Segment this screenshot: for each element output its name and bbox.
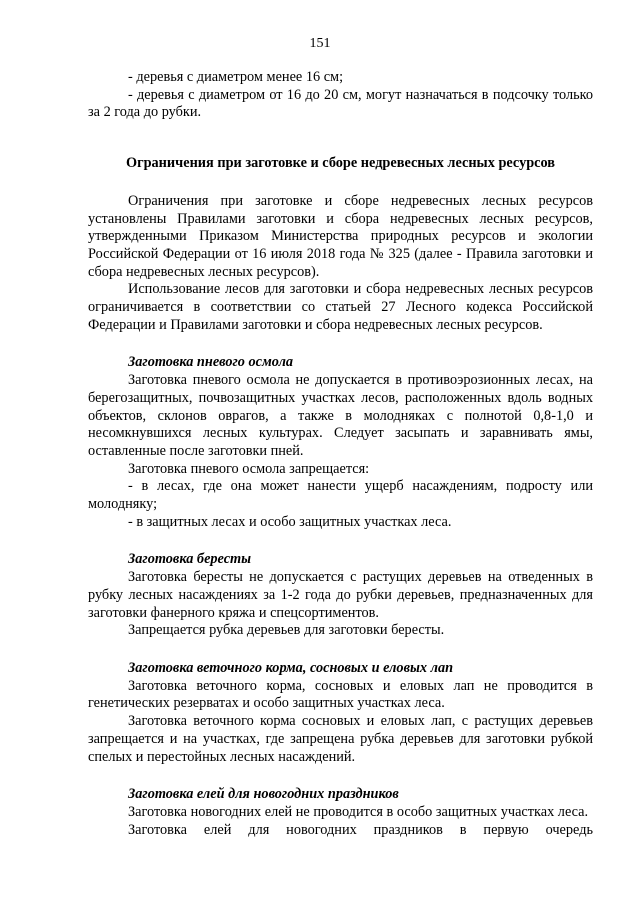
subsection-heading-stump-resin: Заготовка пневого осмола: [128, 354, 294, 371]
section-paragraph: Ограничения при заготовке и сборе недревесных лесных ресурсов установлены Правилами заготовки и сбора недревесных лесных ресурсов, утвержденными Приказом Министерства природных ресурсов и экологии Российской Федерации от 16 июля 2018 года № 325 (далее - Правила заготовки и сбора недревесных лесных ресурсов).: [88, 192, 593, 280]
subsection-paragraph: Заготовка новогодних елей не проводится в особо защитных участках леса.: [128, 803, 589, 820]
subsection-list-item: - в лесах, где она может нанести ущерб насаждениям, подросту или молодняку;: [88, 478, 593, 513]
subsection-paragraph: Заготовка бересты не допускается с растущих деревьев на отведенных в рубку лесных насаждениях за 1-2 года до рубки деревьев, предназначенных для заготовки фанерного кряжа и спецсортиментов.: [88, 569, 593, 621]
intro-item: - деревья с диаметром менее 16 см;: [128, 69, 344, 85]
subsection-paragraph: Заготовка пневого осмола запрещается:: [128, 460, 370, 477]
subsection-list-item: - в защитных лесах и особо защитных участках леса.: [128, 513, 452, 530]
subsection-paragraph: Заготовка веточного корма сосновых и еловых лап, с растущих деревьев запрещается и на участках, где запрещена рубка деревьев для заготовки рубкой спелых и перестойных лесных насаждений.: [88, 713, 593, 765]
page-number: 151: [309, 36, 331, 51]
intro-item: - деревья с диаметром от 16 до 20 см, могут назначаться в подсочку только за 2 года до рубки.: [88, 86, 593, 121]
section-title: Ограничения при заготовке и сборе недревесных лесных ресурсов: [125, 155, 556, 172]
subsection-heading-new-year-trees: Заготовка елей для новогодних праздников: [128, 786, 399, 803]
subsection-paragraph: Заготовка елей для новогодних праздников в первую очередь: [128, 821, 593, 838]
document-body: [88, 69, 593, 839]
section-paragraph: Использование лесов для заготовки и сбора недревесных лесных ресурсов ограничивается в соответствии со статьей 27 Лесного кодекса Российской Федерации и Правилами заготовки и сбора недревесных лесных ресурсов.: [88, 281, 593, 333]
subsection-paragraph: Заготовка пневого осмола не допускается в противоэрозионных лесах, на берегозащитных, почвозащитных участках лесов, расположенных вдоль водных объектов, склонов оврагов, а также в молодняках с полнотой 0,8-1,0 и несомкнувшихся лесных культурах. Следует засыпать и заравнивать ямы, оставленные после заготовки пней.: [88, 372, 593, 459]
subsection-heading-birch-bark: Заготовка бересты: [128, 551, 252, 568]
subsection-paragraph: Заготовка веточного корма, сосновых и еловых лап не проводится в генетических резерватах и особо защитных участках леса.: [88, 677, 593, 712]
subsection-heading-branch-fodder: Заготовка веточного корма, сосновых и еловых лап: [128, 659, 454, 676]
subsection-paragraph: Запрещается рубка деревьев для заготовки бересты.: [128, 622, 445, 639]
